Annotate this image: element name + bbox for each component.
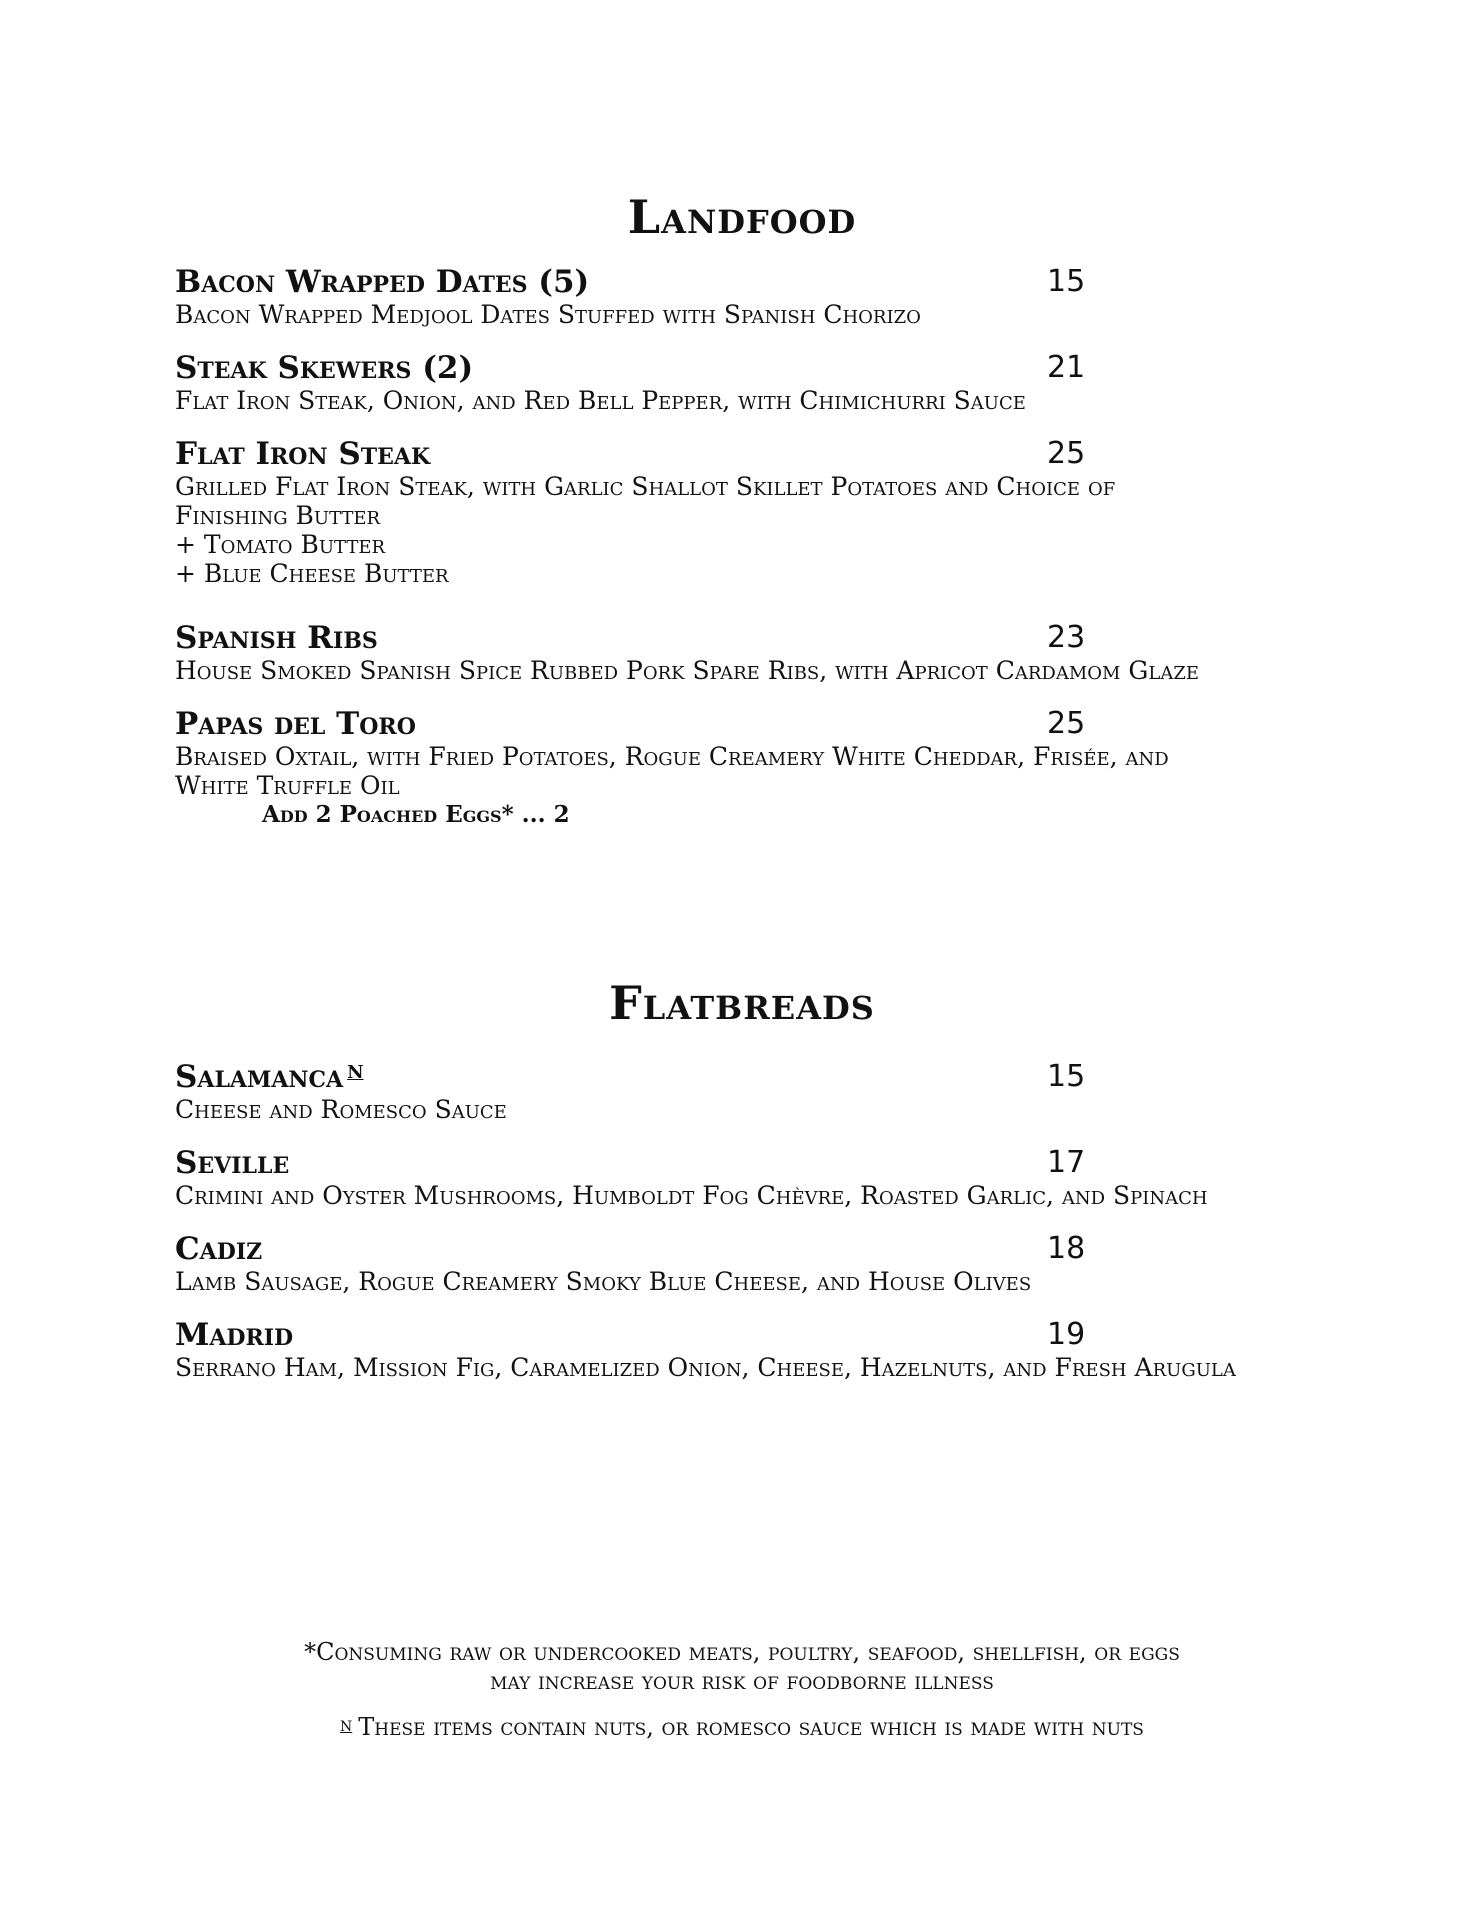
item-name: Flat Iron Steak — [175, 436, 431, 472]
item-price: 19 — [1047, 1317, 1086, 1352]
item-price: 25 — [1047, 706, 1086, 741]
item-description: Flat Iron Steak, Onion, and Red Bell Pepper, with Chimichurri Sauce — [175, 386, 1026, 415]
item-description-line-2: Finishing Butter — [175, 501, 381, 530]
nut-allergy-note — [0, 1713, 1484, 1742]
item-name: Bacon Wrapped Dates (5) — [175, 264, 590, 300]
menu-item-seville — [175, 1145, 1335, 1210]
butter-option-blue-cheese: + Blue Cheese Butter — [175, 559, 449, 588]
item-description-line-1: Grilled Flat Iron Steak, with Garlic Shallot Skillet Potatoes and Choice of — [175, 472, 1116, 501]
raw-food-warning-line-2: may increase your risk of foodborne illness — [490, 1667, 994, 1695]
item-description: Cheese and Romesco Sauce — [175, 1095, 507, 1124]
menu-item-flat-iron-steak — [175, 436, 1335, 588]
menu-item-spanish-ribs — [175, 620, 1335, 685]
item-price: 25 — [1047, 436, 1086, 471]
item-name: Madrid — [175, 1317, 294, 1353]
nut-marker: N — [347, 1062, 364, 1083]
menu-item-bacon-wrapped-dates — [175, 264, 1335, 329]
item-name — [175, 1059, 364, 1095]
menu-item-steak-skewers — [175, 350, 1335, 415]
addon-poached-eggs: Add 2 Poached Eggs* ... 2 — [262, 801, 570, 828]
menu-item-papas-del-toro — [175, 706, 1335, 829]
item-description: Lamb Sausage, Rogue Creamery Smoky Blue Cheese, and House Olives — [175, 1267, 1032, 1296]
menu-item-cadiz — [175, 1231, 1335, 1296]
item-name: Seville — [175, 1145, 290, 1181]
item-description: Bacon Wrapped Medjool Dates Stuffed with Spanish Chorizo — [175, 300, 921, 329]
nut-marker: N — [340, 1719, 353, 1735]
item-price: 21 — [1047, 350, 1086, 385]
item-description-line-1: Braised Oxtail, with Fried Potatoes, Rogue Creamery White Cheddar, Frisée, and — [175, 742, 1169, 771]
butter-option-tomato: + Tomato Butter — [175, 530, 386, 559]
section-title-flatbreads: Flatbreads — [609, 976, 875, 1030]
item-description: House Smoked Spanish Spice Rubbed Pork Spare Ribs, with Apricot Cardamom Glaze — [175, 656, 1199, 685]
item-description: Crimini and Oyster Mushrooms, Humboldt Fog Chèvre, Roasted Garlic, and Spinach — [175, 1181, 1208, 1210]
item-price: 18 — [1047, 1231, 1086, 1266]
item-name: Steak Skewers (2) — [175, 350, 474, 386]
menu-item-salamanca — [175, 1059, 1335, 1124]
item-price: 15 — [1047, 264, 1086, 299]
section-title-landfood: Landfood — [627, 190, 857, 244]
item-price: 15 — [1047, 1059, 1086, 1094]
raw-food-warning-line-1: *Consuming raw or undercooked meats, poultry, seafood, shellfish, or eggs — [304, 1638, 1180, 1666]
item-name: Papas del Toro — [175, 706, 416, 742]
item-name: Spanish Ribs — [175, 620, 378, 656]
nut-note-text: These items contain nuts, or romesco sauce which is made with nuts — [358, 1713, 1144, 1741]
menu-item-madrid — [175, 1317, 1335, 1382]
item-name: Cadiz — [175, 1231, 263, 1267]
item-price: 23 — [1047, 620, 1086, 655]
item-price: 17 — [1047, 1145, 1086, 1180]
item-description-line-2: White Truffle Oil — [175, 771, 400, 800]
item-name-text: Salamanca — [175, 1059, 344, 1095]
item-description: Serrano Ham, Mission Fig, Caramelized Onion, Cheese, Hazelnuts, and Fresh Arugula — [175, 1353, 1236, 1382]
